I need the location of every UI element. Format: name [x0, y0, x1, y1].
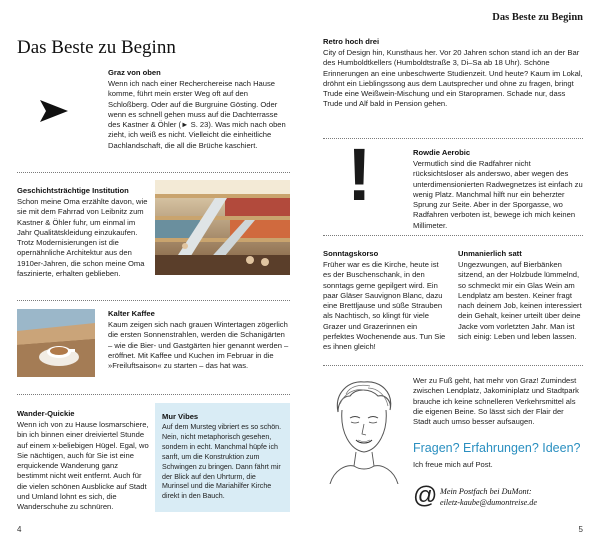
sonntagskorso-heading: Sonntagskorso: [323, 249, 379, 258]
sonntagskorso-section: [323, 249, 446, 353]
wander-quickie-heading: Wander-Quickie: [17, 409, 75, 418]
retro-section: [323, 37, 583, 110]
separator: [323, 365, 583, 366]
mur-vibes-box: [155, 403, 290, 512]
sonntagskorso-text: Früher war es die Kirche, heute ist es der Buschenschank, in den sonntags gerne gepilgert wird. Ein paar Gläser Sauvignon Blanc, dazu eine Brettljause und süße Strauben als Nachtisch, so klingt für viele Grazer und Grazerinnen ein perfektes Wochenende aus. Tun Sie es ihnen gleich!: [323, 260, 446, 352]
play-arrow-icon: [38, 98, 70, 124]
separator: [323, 235, 583, 236]
unmanierlich-text: Ungezwungen, auf Bierbänken sitzend, an der Holzbude lümmelnd, so schmeckt mir ein Glas Wein am Lendplatz am besten. Keiner fragt nach deinem Job, keinen interessiert dein Gehalt, keiner urteilt über deine Jacke vom vorletzten Jahr. Man ist sich einig: Leben und leben lassen.: [458, 260, 582, 342]
unmanierlich-heading: Unmanierlich satt: [458, 249, 522, 258]
kalter-kaffee-heading: Kalter Kaffee: [108, 309, 155, 318]
rowdie-aerobic-text: Vermutlich sind die Radfahrer nicht rücksichtsloser als anderswo, aber wegen des unterdimensionierten Radwegnetzes ist einfach zu wenig Platz. Manchmal hilft nur ein beherzter Sprung zur Seite. Aber in der Sporgasse, wo Radfahren verboten ist, bewege ich mich keinen Millimeter.: [413, 159, 583, 230]
page-number-right: 5: [578, 525, 583, 534]
running-header: Das Beste zu Beginn: [492, 12, 583, 23]
kalter-kaffee-section: [108, 309, 290, 371]
mur-vibes-text: Auf dem Mursteg vibriert es so schön. Nein, nicht metaphorisch gesehen, sondern in echt. Manchmal hüpfe ich sanft, um die Konstruktion zum Schwingen zu bringen. Dann fährt mir der Blick auf den Uhrturm, die Murinsel und die Mariahilfer Kirche direkt in den Bauch.: [162, 423, 282, 501]
separator: [17, 394, 290, 395]
coffee-photo: [17, 309, 95, 377]
questions-heading: Fragen? Erfahrungen? Ideen?: [413, 441, 581, 455]
graz-von-oben-text: Wenn ich nach einer Recherchereise nach Hause komme, führt mein erster Weg oft auf den Schloßberg. Oder auf die Burgruine Gösting. Oder wenn es schnell gehen muss auf die Dachterrasse des Kastner & Öhler (► S. 23). Was mich nach oben zieht, ich weiß es nicht. Vielleicht die einheitliche Dachlandschaft, die all die Brüche kaschiert.: [108, 79, 286, 150]
separator: [17, 300, 290, 301]
mailbox-label: Mein Postfach bei DuMont:: [440, 487, 532, 496]
graz-von-oben-heading: Graz von oben: [108, 68, 161, 77]
page-number-left: 4: [17, 525, 22, 534]
at-icon: @: [413, 482, 438, 509]
wander-quickie-section: [17, 409, 149, 513]
department-store-photo: [155, 180, 290, 275]
unmanierlich-section: [458, 249, 583, 342]
graz-von-oben-section: [108, 68, 290, 151]
mailbox-email[interactable]: eiletz-kaube@dumontreise.de: [440, 497, 538, 507]
rowdie-aerobic-section: [413, 148, 583, 231]
mur-vibes-heading: Mur Vibes: [162, 412, 199, 421]
geschichtstraechtige-heading: Geschichtsträchtige Institution: [17, 186, 129, 195]
wander-quickie-text: Wenn ich von zu Hause losmarschiere, bin ich binnen einer dreiviertel Stunde auf einem x-beliebigen Hügel. Egal, wo Sie nächtigen, auch für Sie ist eine erquickende Wanderung ganz bestimmt nicht weit entfernt. Auch für die vielen schönen Ausblicke auf Stadt und Umland lohnt es sich, die Wanderschuhe zu schnüren.: [17, 420, 149, 512]
author-note-text: Wer zu Fuß geht, hat mehr von Graz! Zumindest zwischen Lendplatz, Jakominiplatz und Stadtpark brauche ich keine schnelleren Verkehrsmittel als die eigenen Beine. So lässt sich der Flair der Stadt auch umso besser aufsaugen.: [413, 376, 579, 427]
page-title: Das Beste zu Beginn: [17, 37, 176, 58]
exclamation-mark: !: [347, 133, 372, 216]
geschichtstraechtige-section: [17, 186, 149, 279]
geschichtstraechtige-text: Schon meine Oma erzählte davon, wie sie mit dem Fahrrad von Leibnitz zum Kastner & Öhler fuhr, um einmal im Jahr Qualitätskleidung einzukaufen. Trotz Modernisierungen ist die opernähnliche Architektur aus den 1910er-Jahren, die schon meine Oma faszinierte, erhalten geblieben.: [17, 197, 148, 279]
author-portrait: [320, 374, 405, 484]
invite-text: Ich freue mich auf Post.: [413, 460, 493, 469]
kalter-kaffee-text: Kaum zeigen sich nach grauen Wintertagen zögerlich die ersten Sonnenstrahlen, werden die Schanigärten – wie die Bier- und Gastgärten hier genannt werden – eröffnet. Mit Kaffee und Kuchen im Februar in die »Freiluftsaison« zu starten – das hat was.: [108, 320, 289, 371]
separator: [17, 172, 290, 173]
author-note: [413, 376, 583, 427]
retro-heading: Retro hoch drei: [323, 37, 380, 46]
retro-text: City of Design hin, Kunsthaus her. Vor 20 Jahren schon stand ich an der Bar des Humboldtkellers (Humboldtstraße 3, Di–Sa ab 18 Uhr). Schöne Erinnerungen an eine unbeschwerte Studienzeit. Und heute? Kaum im Lokal, dröhnt ein Lieblingssong aus dem Lautsprecher und ohne zu fragen, bringt Trude eine Weißwein-Mischung und ein Staropramen. Schade nur, dass Trude und Alf bald in Pension gehen.: [323, 48, 583, 109]
mailbox-info: [440, 487, 583, 508]
rowdie-aerobic-heading: Rowdie Aerobic: [413, 148, 471, 157]
